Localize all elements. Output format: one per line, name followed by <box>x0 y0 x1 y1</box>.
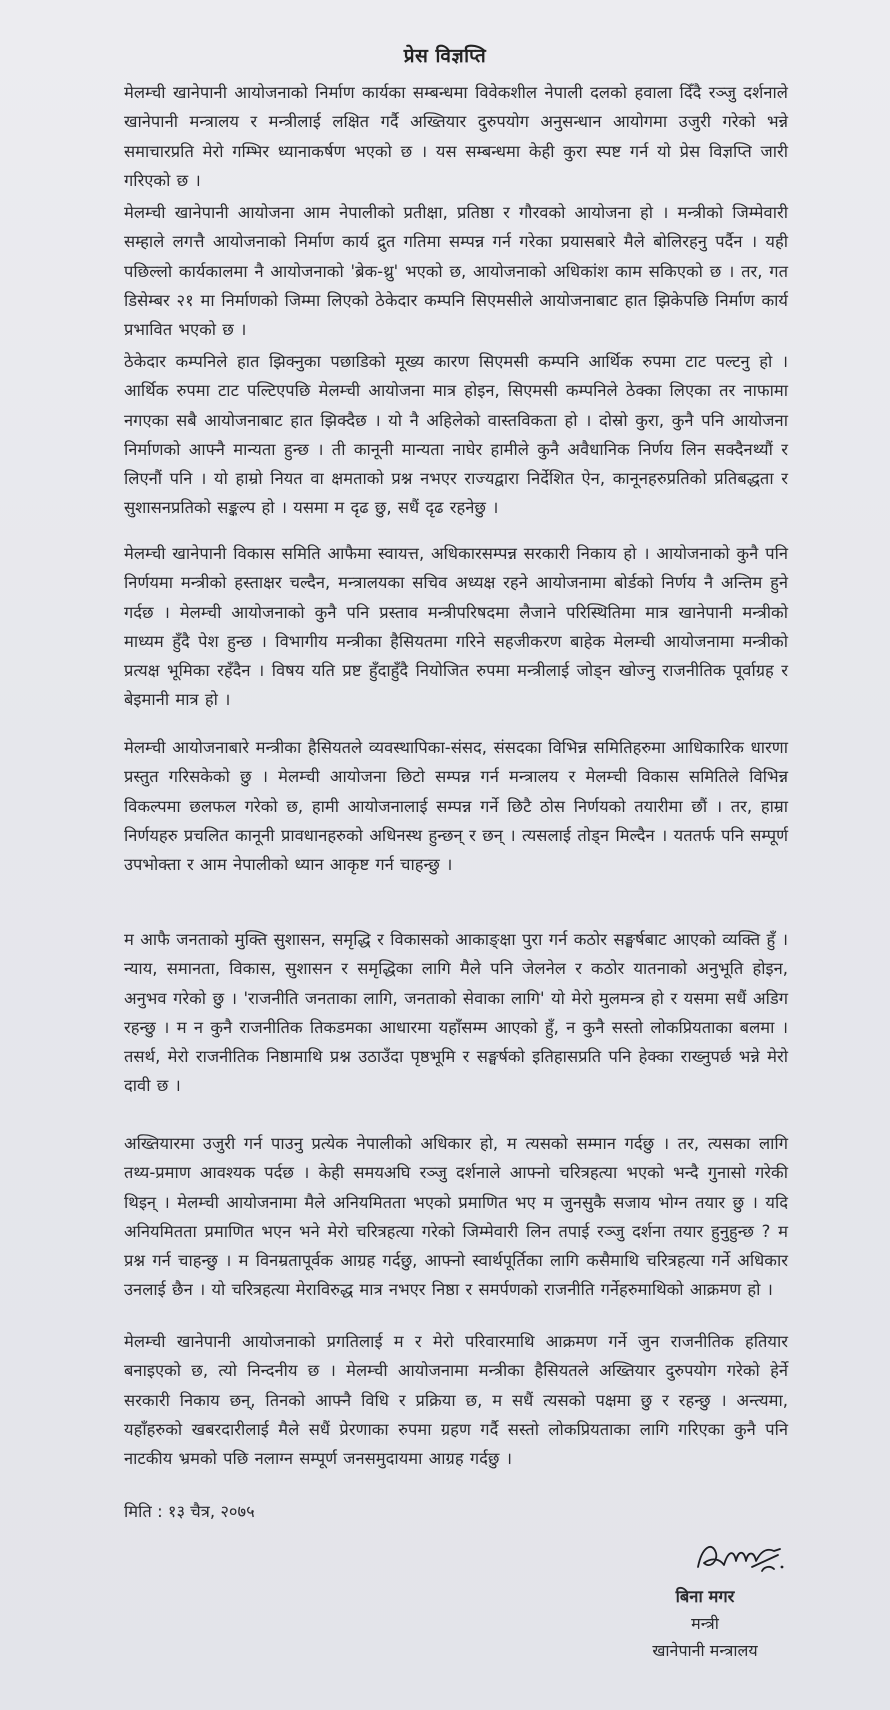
signature-block <box>630 1583 780 1664</box>
paragraph-2: मेलम्ची खानेपानी आयोजना आम नेपालीको प्रतीक्षा, प्रतिष्ठा र गौरवको आयोजना हो । मन्त्रीको जिम्मेवारी सम्हाले लगत्तै आयोजनाको निर्माण कार्य द्रुत गतिमा सम्पन्न गर्न गरेका प्रयासबारे मैले बोलिरहनु पर्दैन । यही पछिल्लो कार्यकालमा नै आयोजनाको 'ब्रेक-थ्रु' भएको छ, आयोजनाको अधिकांश काम सकिएको छ । तर, गत डिसेम्बर २१ मा निर्माणको जिम्मा लिएको ठेकेदार कम्पनि सिएमसीले आयोजनाबाट हात झिकेपछि निर्माण कार्य प्रभावित भएको छ । <box>124 203 788 340</box>
paragraph-5-block <box>124 733 788 879</box>
signatory-designation: मन्त्री <box>691 1614 719 1633</box>
paragraph-8: मेलम्ची खानेपानी आयोजनाको प्रगतिलाई म र मेरो परिवारमाथि आक्रमण गर्ने जुन राजनीतिक हतियार बनाइएको छ, त्यो निन्दनीय छ । मेलम्ची आयोजनामा मन्त्रीका हैसियतले अख्तियार दुरुपयोग गरेको हेर्ने सरकारी निकाय छन्, तिनको आफ्नै विधि र प्रक्रिया छ, म सधैं त्यसको पक्षमा छु र रहन्छु । अन्त्यमा, यहाँहरुको खबरदारीलाई मैले सधैं प्रेरणाका रुपमा ग्रहण गर्दै सस्तो लोकप्रियताका लागि गरिएका कुनै पनि नाटकीय भ्रमको पछि नलाग्न सम्पूर्ण जनसमुदायमा आग्रह गर्दछु । <box>124 1332 788 1469</box>
paragraph-4-block <box>124 539 788 715</box>
paragraph-6: म आफै जनताको मुक्ति सुशासन, समृद्धि र विकासको आकाङ्क्षा पुरा गर्न कठोर सङ्घर्षबाट आएको व्यक्ति हुँ । न्याय, समानता, विकास, सुशासन र समृद्धिका लागि मैले पनि जेलनेल र कठोर यातनाको अनुभूति होइन, अनुभव गरेको छु । 'राजनीति जनताका लागि, जनताको सेवाका लागि' यो मेरो मुलमन्त्र हो र यसमा सधैं अडिग रहन्छु । म न कुनै राजनीतिक तिकडमका आधारमा यहाँसम्म आएको हुँ, न कुनै सस्तो लोकप्रियताका बलमा । तसर्थ, मेरो राजनीतिक निष्ठामाथि प्रश्न उठाउँदा पृष्ठभूमि र सङ्घर्षको इतिहासप्रति पनि हेक्का राख्नुपर्छ भन्ने मेरो दावी छ । <box>124 930 788 1096</box>
signatory-office: खानेपानी मन्त्रालय <box>652 1641 758 1660</box>
release-date: मिति : १३ चैत्र, २०७५ <box>124 1502 255 1521</box>
paragraph-7-block <box>124 1129 788 1305</box>
paragraph-6-block <box>124 925 788 1101</box>
signatory-name: बिना मगर <box>675 1587 735 1606</box>
paragraph-7: अख्तियारमा उजुरी गर्न पाउनु प्रत्येक नेपालीको अधिकार हो, म त्यसको सम्मान गर्दछु । तर, त्यसका लागि तथ्य-प्रमाण आवश्यक पर्दछ । केही समयअघि रञ्जु दर्शनाले आफ्नो चरित्रहत्या भएको भन्दै गुनासो गरेकी थिइन् । मेलम्ची आयोजनामा मैले अनियमितता भएको प्रमाणित भए म जुनसुकै सजाय भोग्न तयार छु । यदि अनियमितता प्रमाणित भएन भने मेरो चरित्रहत्या गरेको जिम्मेवारी लिन तपाई रञ्जु दर्शना तयार हुनुहुन्छ ? म प्रश्न गर्न चाहन्छु । म विनम्रतापूर्वक आग्रह गर्दछु, आफ्नो स्वार्थपूर्तिका लागि कसैमाथि चरित्रहत्या गर्ने अधिकार उनलाई छैन । यो चरित्रहत्या मेराविरुद्ध मात्र नभएर निष्ठा र समर्पणको राजनीति गर्नेहरुमाथिको आक्रमण हो । <box>124 1134 788 1300</box>
paragraph-8-block <box>124 1327 788 1473</box>
paragraph-1: मेलम्ची खानेपानी आयोजनाको निर्माण कार्यका सम्बन्धमा विवेकशील नेपाली दलको हवाला दिँदै रञ्जु दर्शनाले खानेपानी मन्त्रालय र मन्त्रीलाई लक्षित गर्दै अख्तियार दुरुपयोग अनुसन्धान आयोगमा उजुरी गरेको भन्ने समाचारप्रति मेरो गम्भिर ध्यानाकर्षण भएको छ । यस सम्बन्धमा केही कुरा स्पष्ट गर्न यो प्रेस विज्ञप्ति जारी गरिएको छ । <box>124 83 788 190</box>
paragraph-5: मेलम्ची आयोजनाबारे मन्त्रीका हैसियतले व्यवस्थापिका-संसद, संसदका विभिन्न समितिहरुमा आधिकारिक धारणा प्रस्तुत गरिसकेको छु । मेलम्ची आयोजना छिटो सम्पन्न गर्न मन्त्रालय र मेलम्ची विकास समितिले विभिन्न विकल्पमा छलफल गरेको छ, हामी आयोजनालाई सम्पन्न गर्ने छिटै ठोस निर्णयको तयारीमा छौं । तर, हाम्रा निर्णयहरु प्रचलित कानूनी प्रावधानहरुको अधिनस्थ हुन्छन् र छन् । त्यसलाई तोड्न मिल्दैन । यततर्फ पनि सम्पूर्ण उपभोक्ता र आम नेपालीको ध्यान आकृष्ट गर्न चाहन्छु । <box>124 738 788 875</box>
paragraph-1-block <box>124 78 788 195</box>
handwritten-signature-icon <box>690 1533 786 1581</box>
paragraph-4: मेलम्ची खानेपानी विकास समिति आफैमा स्वायत्त, अधिकारसम्पन्न सरकारी निकाय हो । आयोजनाको कुनै पनि निर्णयमा मन्त्रीको हस्ताक्षर चल्दैन, मन्त्रालयका सचिव अध्यक्ष रहने आयोजनामा बोर्डको निर्णय नै अन्तिम हुने गर्दछ । मेलम्ची आयोजनाको कुनै पनि प्रस्ताव मन्त्रीपरिषदमा लैजाने परिस्थितिमा मात्र खानेपानी मन्त्रीको माध्यम हुँदै पेश हुन्छ । विभागीय मन्त्रीका हैसियतमा गरिने सहजीकरण बाहेक मेलम्ची आयोजनामा मन्त्रीको प्रत्यक्ष भूमिका रहँदैन । विषय यति प्रष्ट हुँदाहुँदै नियोजित रुपमा मन्त्रीलाई जोड्न खोज्नु राजनीतिक पूर्वाग्रह र बेइमानी मात्र हो । <box>124 544 788 710</box>
document-title: प्रेस विज्ञप्ति <box>403 45 487 67</box>
paragraph-3-block <box>124 347 788 523</box>
paragraph-2-block <box>124 198 788 344</box>
paragraph-3: ठेकेदार कम्पनिले हात झिक्नुका पछाडिको मूख्य कारण सिएमसी कम्पनि आर्थिक रुपमा टाट पल्टनु हो । आर्थिक रुपमा टाट पल्टिएपछि मेलम्ची आयोजना मात्र होइन, सिएमसी कम्पनिले ठेक्का लिएका तर नाफामा नगएका सबै आयोजनाबाट हात झिक्दैछ । यो नै अहिलेको वास्तविकता हो । दोस्रो कुरा, कुनै पनि आयोजना निर्माणको आफ्नै मान्यता हुन्छ । ती कानूनी मान्यता नाघेर हामीले कुनै अवैधानिक निर्णय लिन सक्दैनथ्यौं र लिएनौं पनि । यो हाम्रो नियत वा क्षमताको प्रश्न नभएर राज्यद्वारा निर्देशित ऐन, कानूनहरुप्रतिको प्रतिबद्धता र सुशासनप्रतिको सङ्कल्प हो । यसमा म दृढ छु, सधैं दृढ रहनेछु । <box>124 352 788 518</box>
